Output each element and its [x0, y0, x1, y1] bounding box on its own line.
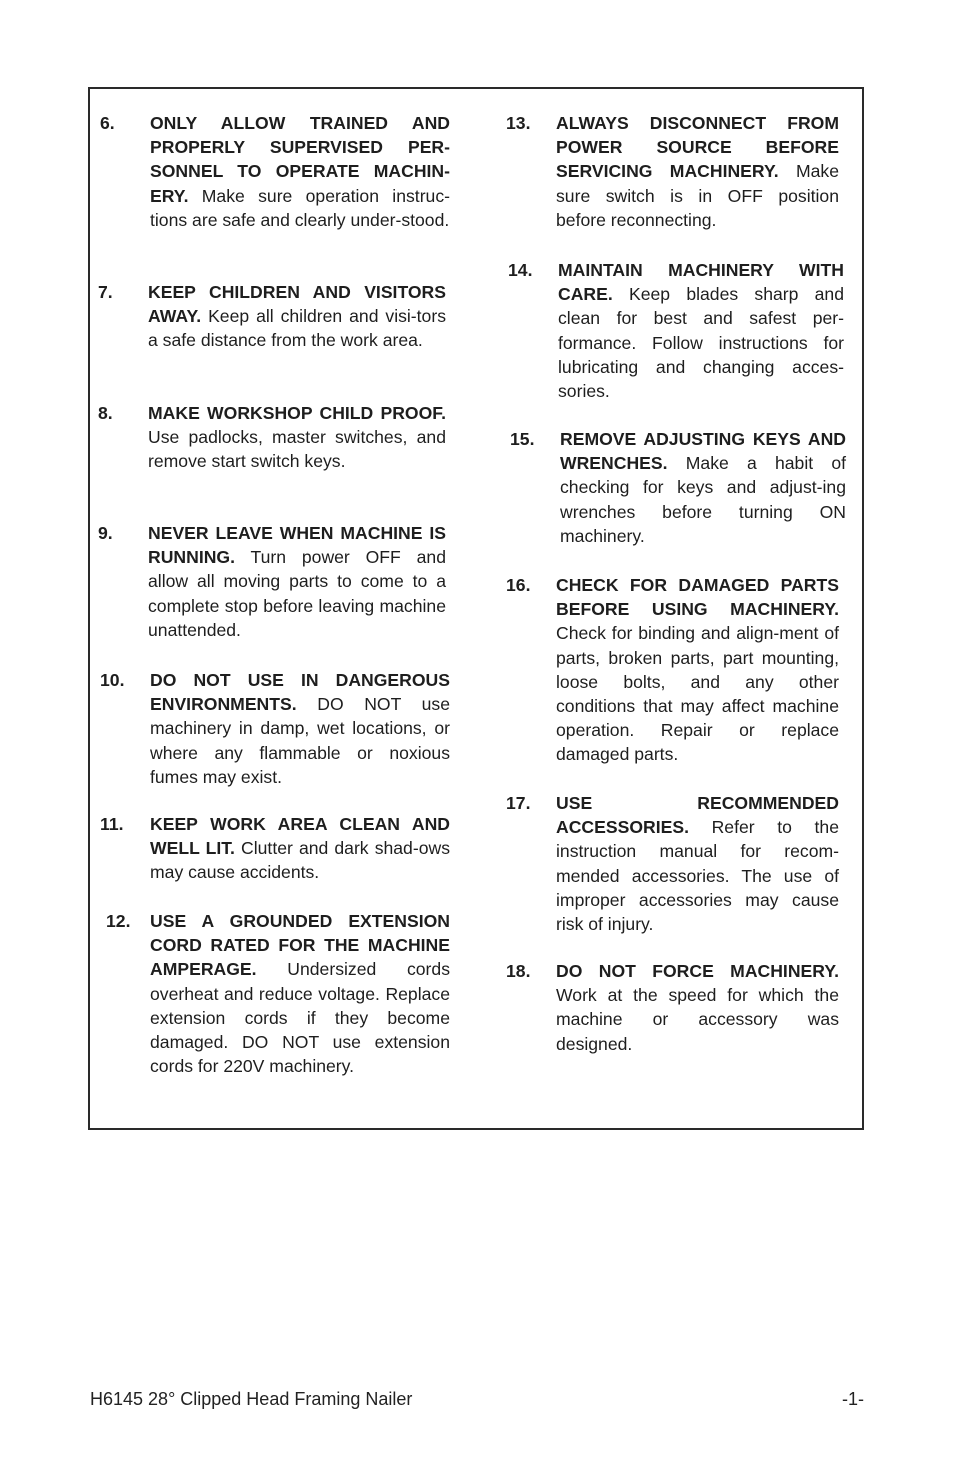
item-number: 13.	[506, 113, 531, 133]
item-heading: MAKE WORKSHOP CHILD PROOF.	[148, 403, 446, 423]
item-body: Keep blades sharp and clean for best and safest per-formance. Follow instructions for lubricating and changing acces-sories.	[558, 284, 845, 402]
item-heading: KEEP WORK AREA CLEAN AND WELL LIT.	[150, 814, 450, 859]
item-text	[556, 111, 839, 232]
item-number: 14.	[508, 260, 533, 280]
item-body: Refer to the instruction manual for recom-mended accessories. The use of improper accessories may cause risk of injury.	[556, 817, 839, 935]
item-body: Make a habit of checking for keys and adjust-ing wrenches before turning ON machinery.	[560, 453, 847, 546]
item-text	[556, 573, 839, 767]
item-number: 6.	[100, 113, 115, 133]
item-body: Keep all children and visi-tors a safe distance from the work area.	[148, 306, 446, 351]
item-number: 17.	[506, 793, 531, 813]
item-number: 10.	[100, 670, 125, 690]
item-body: Use padlocks, master switches, and remove start switch keys.	[148, 427, 446, 472]
footer-title: H6145 28° Clipped Head Framing Nailer	[90, 1389, 413, 1409]
item-text	[148, 401, 446, 474]
item-body: Make sure switch is in OFF position before reconnecting.	[556, 161, 839, 230]
item-heading: DO NOT FORCE MACHINERY.	[556, 961, 839, 981]
item-text	[148, 521, 446, 642]
item-body: Undersized cords overheat and reduce voltage. Replace extension cords if they become damaged. DO NOT use extension cords for 220V machinery.	[150, 959, 451, 1077]
item-text	[150, 111, 450, 232]
item-body: DO NOT use machinery in damp, wet locations, or where any flammable or noxious fumes may exist.	[150, 694, 450, 787]
item-number: 9.	[98, 523, 113, 543]
safety-rules-box	[88, 87, 864, 1130]
item-text	[148, 280, 446, 353]
item-number: 16.	[506, 575, 531, 595]
item-heading: KEEP CHILDREN AND VISITORS AWAY.	[148, 282, 446, 327]
item-text	[556, 791, 839, 936]
item-number: 8.	[98, 403, 113, 423]
item-text	[556, 959, 839, 1056]
item-body: Make sure operation instruc-tions are safe and clearly under-stood.	[150, 185, 450, 230]
item-number: 15.	[510, 429, 535, 449]
item-number: 12.	[106, 911, 131, 931]
item-number: 7.	[98, 282, 113, 302]
item-body: Check for binding and align-ment of parts, broken parts, part mounting, loose bolts, and any other conditions that may affect machine operation. Repair or replace damaged parts.	[556, 623, 839, 765]
item-heading: ALWAYS DISCONNECT FROM POWER SOURCE BEFORE SERVICING MACHINERY.	[556, 113, 839, 182]
item-body: Work at the speed for which the machine or accessory was designed.	[556, 985, 839, 1054]
item-text	[558, 258, 844, 403]
page-number: -1-	[842, 1389, 864, 1409]
item-heading: CHECK FOR DAMAGED PARTS BEFORE USING MACHINERY.	[556, 575, 839, 620]
item-number: 11.	[100, 814, 124, 834]
item-heading: USE A GROUNDED EXTENSION CORD RATED FOR THE MACHINE AMPERAGE.	[150, 911, 450, 980]
item-text	[150, 668, 450, 789]
item-heading: DO NOT USE IN DANGEROUS ENVIRONMENTS.	[150, 670, 450, 715]
item-heading: USE RECOMMENDED ACCESSORIES.	[556, 793, 839, 838]
item-text	[560, 427, 846, 548]
item-text	[150, 909, 450, 1078]
item-heading: ONLY ALLOW TRAINED AND PROPERLY SUPERVISED PER-SONNEL TO OPERATE MACHIN-ERY.	[150, 113, 450, 206]
item-body: Clutter and dark shad-ows may cause accidents.	[150, 838, 450, 883]
item-text	[150, 812, 450, 885]
item-heading: REMOVE ADJUSTING KEYS AND WRENCHES.	[560, 429, 846, 474]
item-heading: NEVER LEAVE WHEN MACHINE IS RUNNING.	[148, 523, 446, 568]
item-body: Turn power OFF and allow all moving parts to come to a complete stop before leaving machine unattended.	[148, 547, 446, 640]
item-heading: MAINTAIN MACHINERY WITH CARE.	[558, 260, 844, 305]
item-number: 18.	[506, 961, 531, 981]
